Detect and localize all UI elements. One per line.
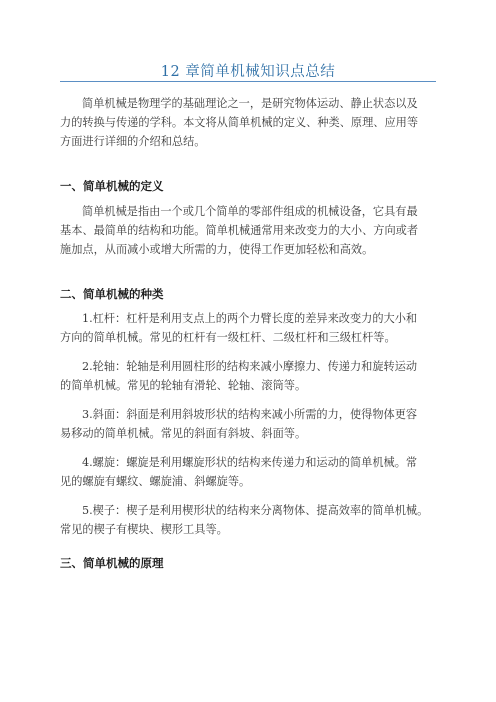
paragraph-line: 见的螺旋有螺纹、螺旋浦、斜螺旋等。 [60,475,251,488]
paragraph-line: 4.螺旋：螺旋是利用螺旋形状的结构来传递力和运动的简单机械。常 [82,456,418,469]
intro-line: 方面进行详细的介绍和总结。 [60,135,206,148]
paragraph-line: 基本、最简单的结构和功能。简单机械通常用来改变力的大小、方向或者 [60,224,419,237]
section-heading-definition: 一、简单机械的定义 [60,179,164,193]
definition-paragraph [60,202,440,259]
paragraph-line: 施加点，从而减小或增大所需的力，使得工作更加轻松和高效。 [60,243,374,256]
intro-line: 简单机械是物理学的基础理论之一，是研究物体运动、静止状态以及 [82,97,418,110]
title-underline [60,81,436,82]
intro-paragraph [60,94,440,151]
paragraph-line: 1.杠杆：杠杆是利用支点上的两个力臂长度的差异来改变力的大小和 [82,312,418,325]
intro-line: 力的转换与传递的学科。本文将从简单机械的定义、种类、原理、应用等 [60,116,419,129]
lever-paragraph [60,309,440,347]
paragraph-line: 方向的简单机械。常见的杠杆有一级杠杆、二级杠杆和三级杠杆等。 [60,331,396,344]
wedge-paragraph [60,501,440,539]
paragraph-line: 3.斜面：斜面是利用斜坡形状的结构来减小所需的力，使得物体更容 [82,408,418,421]
document-title: 12 章简单机械知识点总结 [160,64,336,80]
section-heading-principles: 三、简单机械的原理 [60,556,164,570]
paragraph-line: 简单机械是指由一个或几个简单的零部件组成的机械设备，它具有最 [82,205,418,218]
paragraph-line: 2.轮轴：轮轴是利用圆柱形的结构来减小摩擦力、传递力和旋转运动 [82,360,418,373]
screw-paragraph [60,453,440,491]
section-heading-types: 二、简单机械的种类 [60,287,164,301]
inclined-plane-paragraph [60,405,440,443]
wheel-axle-paragraph [60,357,440,395]
paragraph-line: 5.楔子：楔子是利用楔形状的结构来分离物体、提高效率的简单机械。 [82,504,429,517]
paragraph-line: 易移动的简单机械。常见的斜面有斜坡、斜面等。 [60,427,307,440]
paragraph-line: 的简单机械。常见的轮轴有滑轮、轮轴、滚筒等。 [60,379,307,392]
paragraph-line: 常见的楔子有楔块、楔形工具等。 [60,523,228,536]
